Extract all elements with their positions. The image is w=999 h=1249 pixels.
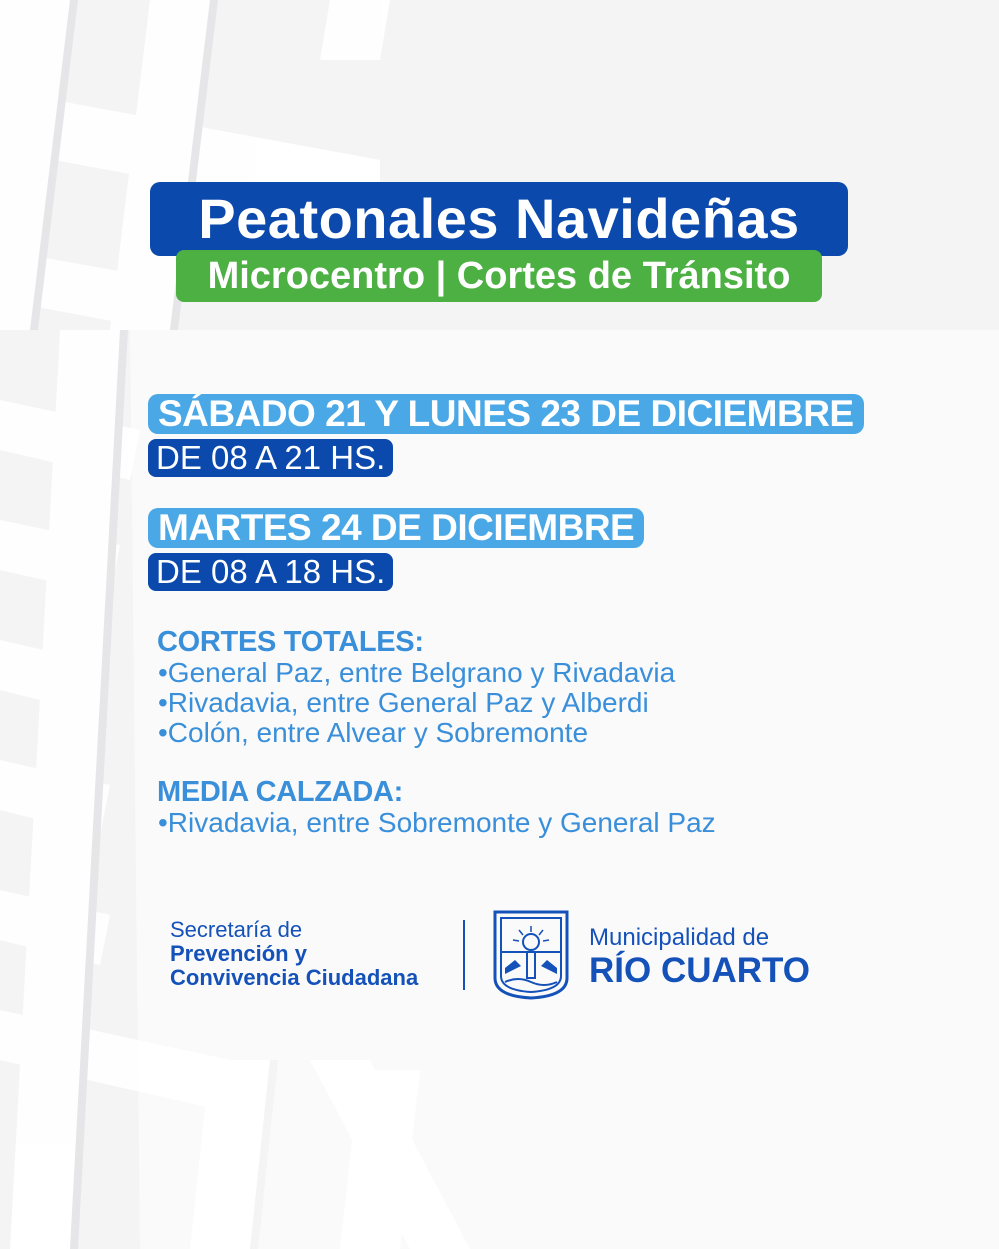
footer-divider — [463, 920, 465, 990]
list-item: •Colón, entre Alvear y Sobremonte — [158, 717, 589, 748]
media-calzada-title: MEDIA CALZADA: — [157, 776, 404, 808]
schedule-days-1: SÁBADO 21 Y LUNES 23 DE DICIEMBRE — [148, 394, 864, 434]
cortes-totales-title: CORTES TOTALES: — [157, 626, 424, 658]
secretaria-line-3: Convivencia Ciudadana — [170, 965, 419, 990]
list-item: •General Paz, entre Belgrano y Rivadavia — [158, 657, 676, 688]
municipalidad-label: Municipalidad de — [589, 924, 770, 951]
rio-cuarto-label: RÍO CUARTO — [589, 951, 811, 990]
list-item: •Rivadavia, entre Sobremonte y General Paz — [158, 807, 716, 838]
secretaria-logo-text — [170, 918, 418, 990]
secretaria-line-2: Prevención y — [170, 941, 307, 966]
schedule-days-2: MARTES 24 DE DICIEMBRE — [148, 508, 644, 548]
schedule-hours-1: DE 08 A 21 HS. — [148, 439, 393, 477]
list-item: •Rivadavia, entre General Paz y Alberdi — [158, 687, 649, 718]
secretaria-line-1: Secretaría de — [170, 917, 303, 942]
schedule-hours-2: DE 08 A 18 HS. — [148, 553, 393, 591]
municipal-crest-icon — [491, 908, 571, 1000]
subtitle: Microcentro | Cortes de Tránsito — [176, 250, 822, 302]
main-title: Peatonales Navideñas — [150, 182, 848, 256]
